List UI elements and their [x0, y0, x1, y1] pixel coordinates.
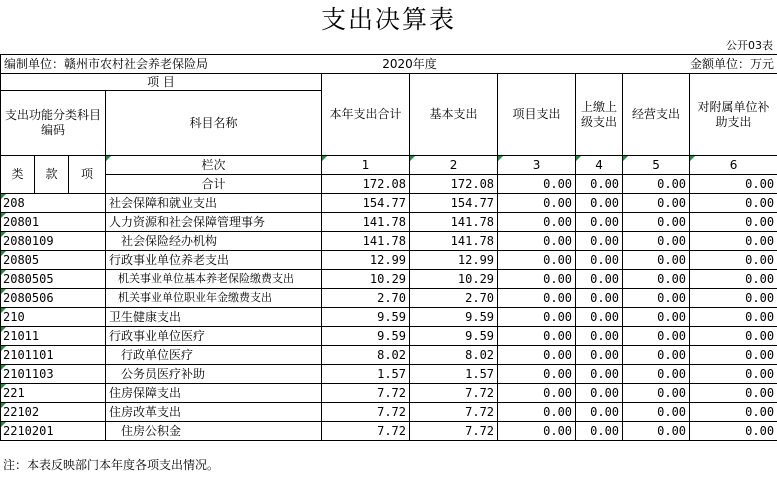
amount-cell-3: 0.00 [498, 232, 576, 251]
amount-cell-1: 8.02 [322, 346, 410, 365]
amount-cell-6: 0.00 [690, 251, 777, 270]
table-row [1, 327, 777, 346]
row-number-3: 3 [498, 156, 576, 175]
func-code-cell: 221 [1, 384, 106, 403]
func-code-cell: 2080506 [1, 289, 106, 308]
row-number-2: 2 [410, 156, 498, 175]
table-row [1, 384, 777, 403]
table-row [1, 232, 777, 251]
table-row [1, 346, 777, 365]
amount-cell-2: 9.59 [410, 308, 498, 327]
amount-cell-6: 0.00 [690, 365, 777, 384]
item-name-cell: 住房公积金 [106, 422, 322, 441]
func-code-cell: 2101103 [1, 365, 106, 384]
total-value-4: 0.00 [576, 175, 623, 194]
row-number-label: 栏次 [106, 156, 322, 175]
item-name-cell: 机关事业单位基本养老保险缴费支出 [106, 270, 322, 289]
func-code-cell: 2080109 [1, 232, 106, 251]
amount-cell-2: 12.99 [410, 251, 498, 270]
amount-cell-4: 0.00 [576, 270, 623, 289]
amount-cell-3: 0.00 [498, 194, 576, 213]
row-number-6: 6 [690, 156, 777, 175]
amount-cell-5: 0.00 [623, 251, 690, 270]
expenditure-table [0, 54, 777, 441]
amount-cell-6: 0.00 [690, 384, 777, 403]
amount-cell-5: 0.00 [623, 308, 690, 327]
total-value-6: 0.00 [690, 175, 777, 194]
amount-cell-5: 0.00 [623, 327, 690, 346]
amount-cell-6: 0.00 [690, 232, 777, 251]
amount-cell-2: 9.59 [410, 327, 498, 346]
amount-cell-2: 2.70 [410, 289, 498, 308]
amount-cell-1: 141.78 [322, 232, 410, 251]
table-row [1, 365, 777, 384]
amount-unit-label: 金额单位：万元 [498, 55, 777, 74]
table-row [1, 251, 777, 270]
item-name-cell: 人力资源和社会保障管理事务 [106, 213, 322, 232]
table-row [1, 403, 777, 422]
amount-cell-4: 0.00 [576, 194, 623, 213]
amount-cell-3: 0.00 [498, 327, 576, 346]
item-name-cell: 公务员医疗补助 [106, 365, 322, 384]
header-row-4 [1, 156, 777, 175]
total-value-5: 0.00 [623, 175, 690, 194]
report-number: 公开03表 [726, 39, 773, 52]
total-value-3: 0.00 [498, 175, 576, 194]
unit-label: 编制单位：赣州市农村社会养老保险局 [1, 55, 322, 74]
unit-row [1, 55, 777, 74]
amount-cell-3: 0.00 [498, 346, 576, 365]
amount-cell-1: 7.72 [322, 403, 410, 422]
item-name-cell: 机关事业单位职业年金缴费支出 [106, 289, 322, 308]
amount-cell-1: 154.77 [322, 194, 410, 213]
item-name-cell: 住房保障支出 [106, 384, 322, 403]
item-name-cell: 住房改革支出 [106, 403, 322, 422]
col-header-5: 经营支出 [623, 74, 690, 156]
col-header-4: 上缴上级支出 [576, 74, 623, 156]
amount-cell-5: 0.00 [623, 384, 690, 403]
kuan-header: 款 [35, 156, 69, 194]
total-row [1, 175, 777, 194]
func-code-cell: 2101101 [1, 346, 106, 365]
amount-cell-5: 0.00 [623, 232, 690, 251]
amount-cell-6: 0.00 [690, 308, 777, 327]
func-code-cell: 2210201 [1, 422, 106, 441]
lei-header: 类 [1, 156, 35, 194]
item-name-cell: 社会保障和就业支出 [106, 194, 322, 213]
table-row [1, 308, 777, 327]
year-label: 2020年度 [322, 55, 498, 74]
total-value-1: 172.08 [322, 175, 410, 194]
amount-cell-6: 0.00 [690, 346, 777, 365]
amount-cell-5: 0.00 [623, 422, 690, 441]
amount-cell-6: 0.00 [690, 270, 777, 289]
amount-cell-3: 0.00 [498, 213, 576, 232]
amount-cell-1: 7.72 [322, 384, 410, 403]
item-name-cell: 社会保险经办机构 [106, 232, 322, 251]
amount-cell-3: 0.00 [498, 289, 576, 308]
table-note: 注：本表反映部门本年度各项支出情况。 [3, 458, 220, 472]
col-header-2: 基本支出 [410, 74, 498, 156]
amount-cell-6: 0.00 [690, 327, 777, 346]
amount-cell-4: 0.00 [576, 308, 623, 327]
func-code-cell: 2080505 [1, 270, 106, 289]
name-header: 科目名称 [106, 91, 322, 156]
func-code-cell: 208 [1, 194, 106, 213]
func-code-cell: 22102 [1, 403, 106, 422]
col-header-1: 本年支出合计 [322, 74, 410, 156]
amount-cell-4: 0.00 [576, 384, 623, 403]
amount-cell-6: 0.00 [690, 213, 777, 232]
amount-cell-4: 0.00 [576, 365, 623, 384]
amount-cell-2: 1.57 [410, 365, 498, 384]
item-name-cell: 卫生健康支出 [106, 308, 322, 327]
header-row-1 [1, 74, 777, 91]
amount-cell-4: 0.00 [576, 232, 623, 251]
amount-cell-4: 0.00 [576, 289, 623, 308]
amount-cell-4: 0.00 [576, 403, 623, 422]
amount-cell-6: 0.00 [690, 403, 777, 422]
amount-cell-1: 7.72 [322, 422, 410, 441]
amount-cell-3: 0.00 [498, 403, 576, 422]
amount-cell-1: 141.78 [322, 213, 410, 232]
amount-cell-5: 0.00 [623, 270, 690, 289]
amount-cell-5: 0.00 [623, 289, 690, 308]
amount-cell-6: 0.00 [690, 194, 777, 213]
amount-cell-1: 10.29 [322, 270, 410, 289]
amount-cell-3: 0.00 [498, 422, 576, 441]
row-number-5: 5 [623, 156, 690, 175]
amount-cell-4: 0.00 [576, 422, 623, 441]
amount-cell-5: 0.00 [623, 403, 690, 422]
amount-cell-6: 0.00 [690, 289, 777, 308]
item-name-cell: 行政事业单位医疗 [106, 327, 322, 346]
row-number-1: 1 [322, 156, 410, 175]
project-header: 项 目 [1, 74, 322, 91]
amount-cell-4: 0.00 [576, 251, 623, 270]
total-value-2: 172.08 [410, 175, 498, 194]
amount-cell-2: 7.72 [410, 422, 498, 441]
amount-cell-2: 141.78 [410, 232, 498, 251]
amount-cell-4: 0.00 [576, 346, 623, 365]
data-rows [1, 194, 777, 441]
amount-cell-5: 0.00 [623, 194, 690, 213]
row-number-4: 4 [576, 156, 623, 175]
table-row [1, 289, 777, 308]
func-code-cell: 210 [1, 308, 106, 327]
item-name-cell: 行政事业单位养老支出 [106, 251, 322, 270]
amount-cell-6: 0.00 [690, 422, 777, 441]
table-row [1, 270, 777, 289]
item-name-cell: 行政单位医疗 [106, 346, 322, 365]
total-label: 合计 [106, 175, 322, 194]
amount-cell-2: 7.72 [410, 403, 498, 422]
amount-cell-1: 9.59 [322, 308, 410, 327]
func-code-header: 支出功能分类科目编码 [1, 91, 106, 156]
table-row [1, 194, 777, 213]
amount-cell-2: 154.77 [410, 194, 498, 213]
amount-cell-5: 0.00 [623, 346, 690, 365]
amount-cell-2: 7.72 [410, 384, 498, 403]
amount-cell-2: 141.78 [410, 213, 498, 232]
xiang-header: 项 [69, 156, 106, 194]
amount-cell-5: 0.00 [623, 365, 690, 384]
amount-cell-4: 0.00 [576, 327, 623, 346]
col-header-3: 项目支出 [498, 74, 576, 156]
func-code-cell: 20805 [1, 251, 106, 270]
col-header-6: 对附属单位补助支出 [690, 74, 777, 156]
amount-cell-3: 0.00 [498, 251, 576, 270]
amount-cell-3: 0.00 [498, 270, 576, 289]
table-row [1, 213, 777, 232]
amount-cell-1: 12.99 [322, 251, 410, 270]
amount-cell-2: 10.29 [410, 270, 498, 289]
amount-cell-4: 0.00 [576, 213, 623, 232]
amount-cell-1: 2.70 [322, 289, 410, 308]
table-row [1, 422, 777, 441]
func-code-cell: 20801 [1, 213, 106, 232]
amount-cell-3: 0.00 [498, 308, 576, 327]
amount-cell-2: 8.02 [410, 346, 498, 365]
amount-cell-5: 0.00 [623, 213, 690, 232]
amount-cell-1: 9.59 [322, 327, 410, 346]
amount-cell-3: 0.00 [498, 384, 576, 403]
amount-cell-1: 1.57 [322, 365, 410, 384]
amount-cell-3: 0.00 [498, 365, 576, 384]
func-code-cell: 21011 [1, 327, 106, 346]
page-title: 支出决算表 [320, 5, 456, 34]
